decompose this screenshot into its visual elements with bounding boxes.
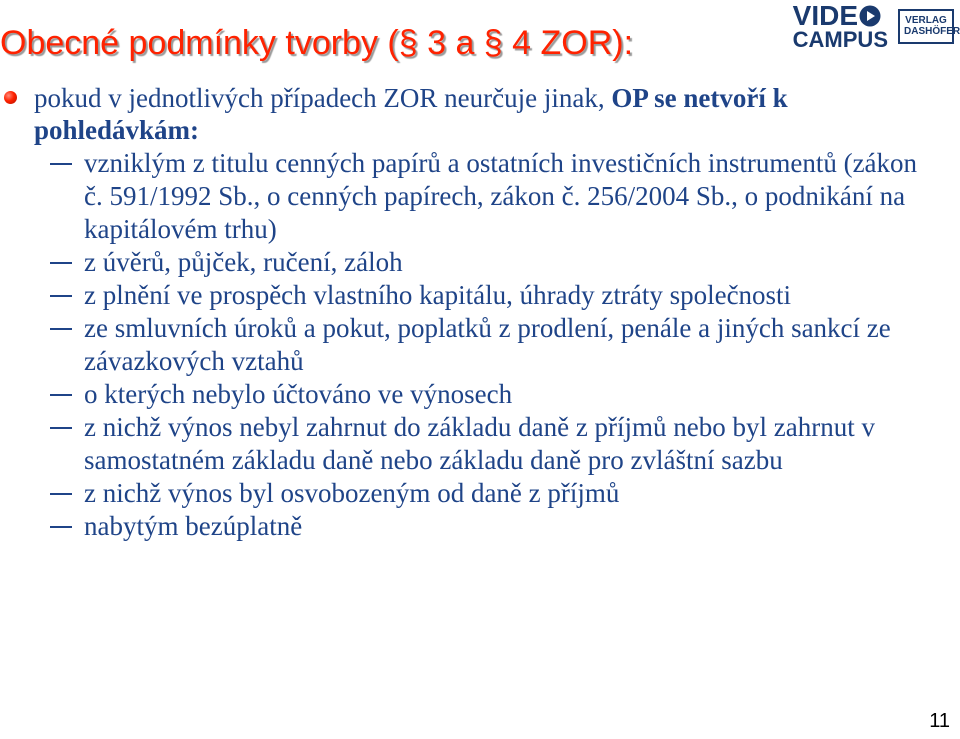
dash-icon	[50, 328, 72, 330]
list-item: nabytým bezúplatně	[0, 510, 940, 543]
sub-list	[0, 147, 940, 543]
video-campus-logo-text-bottom: CAMPUS	[792, 26, 888, 52]
list-item: vzniklým z titulu cenných papírů a ostatních investičních instrumentů (zákon č. 591/1992 Sb., o cenných papírech, zákon č. 256/2004 Sb., o podnikání na kapitálovém trhu)	[0, 147, 940, 246]
bullet-lead-text: pokud v jednotlivých případech ZOR neurčuje jinak,	[34, 83, 612, 113]
dash-icon	[50, 394, 72, 396]
dash-icon	[50, 493, 72, 495]
logo-area	[792, 0, 960, 52]
bullet-dot-icon	[4, 91, 17, 104]
list-item: z úvěrů, půjček, ručení, záloh	[0, 246, 940, 279]
verlag-dashofer-logo	[898, 9, 960, 44]
bullet-lead-bold: OP se netvoří k pohledávkám	[34, 83, 788, 145]
dash-icon	[50, 262, 72, 264]
slide-title: Obecné podmínky tvorby (§ 3 a § 4 ZOR):	[0, 24, 634, 62]
slide-content	[0, 82, 940, 543]
list-item: z plnění ve prospěch vlastního kapitálu, úhrady ztráty společnosti	[0, 279, 940, 312]
video-campus-logo	[793, 2, 888, 51]
verlag-logo-line2: DASHÖFER	[904, 26, 960, 37]
play-circle-icon	[859, 5, 881, 27]
main-bullet	[0, 82, 940, 146]
dash-icon	[50, 295, 72, 297]
list-item: o kterých nebylo účtováno ve výnosech	[0, 378, 940, 411]
verlag-logo-line1: VERLAG	[905, 14, 947, 26]
list-item: z nichž výnos byl osvobozeným od daně z příjmů	[0, 477, 940, 510]
dash-icon	[50, 163, 72, 165]
list-item: ze smluvních úroků a pokut, poplatků z prodlení, penále a jiných sankcí ze závazkových vztahů	[0, 312, 940, 378]
bullet-lead-colon: :	[190, 115, 200, 145]
list-item: z nichž výnos nebyl zahrnut do základu daně z příjmů nebo byl zahrnut v samostatném základu daně nebo základu daně pro zvláštní sazbu	[0, 411, 940, 477]
video-campus-logo-text-top: VIDE	[792, 0, 859, 31]
page-number: 11	[929, 710, 950, 732]
dash-icon	[50, 427, 72, 429]
dash-icon	[50, 526, 72, 528]
